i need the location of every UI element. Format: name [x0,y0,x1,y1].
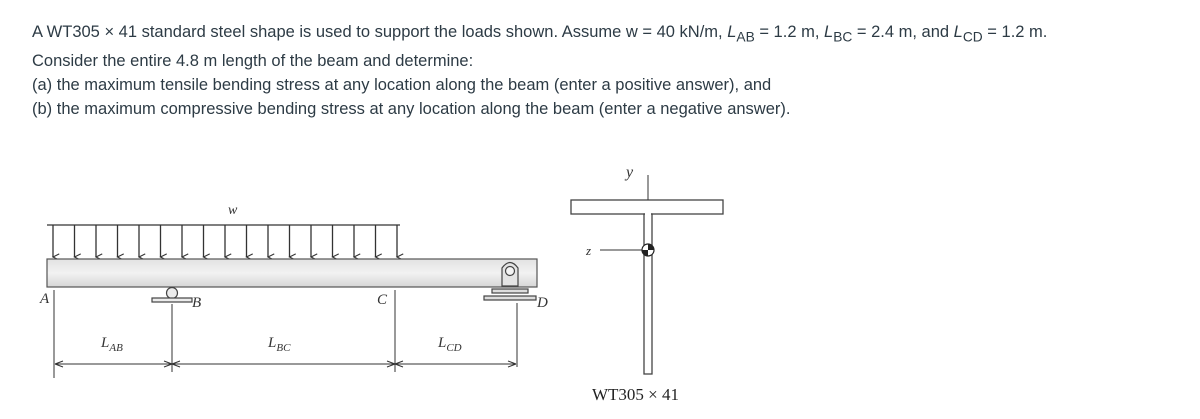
centroid-symbol [642,244,654,256]
point-d-label: D [537,295,548,311]
dimension-line [55,361,516,367]
roller-base [484,296,536,300]
flange-web-join [645,213,651,215]
dim-label-lcd: $L_{CD}$ [438,335,462,354]
problem-part-a: (a) the maximum tensile bending stress at any location along the beam (enter a positive answer), and [32,76,772,95]
dim-label-lab: $L_{AB}$ [101,335,123,354]
beam-figure [0,150,1200,419]
pin-base [152,298,192,302]
problem-intro-text: A WT305 × 41 standard steel shape is used to support the loads shown. Assume w = 40 kN/m, [32,23,728,41]
lab-symbol: L [727,23,737,41]
axis-y-label: y [626,164,634,181]
beam [47,259,537,287]
point-a-label: A [40,291,50,307]
point-b-label: B [192,295,202,311]
distributed-load [47,225,400,257]
point-c-label: C [377,292,388,308]
pin-support-b [152,288,192,303]
lcd-value: = 1.2 m. [982,23,1048,41]
lab-subscript: AB [736,29,755,45]
section-flange [571,200,723,214]
axis-z-label: z [586,243,592,258]
roller-plate [492,289,528,293]
lbc-subscript: BC [833,29,853,45]
section-label: WT305 × 41 [592,385,680,404]
load-arrows [53,225,397,257]
problem-line-1 [32,20,1182,49]
dim-label-lbc: $L_{BC}$ [268,335,291,354]
wt-cross-section [571,175,723,374]
problem-statement [32,20,1182,121]
roller-pin [506,267,515,276]
lcd-symbol: L [953,23,963,41]
lcd-subscript: CD [962,29,983,45]
problem-part-b: (b) the maximum compressive bending stress at any location along the beam (enter a negative answer). [32,100,791,119]
section-web [644,214,652,374]
lbc-symbol: L [824,23,834,41]
pin-circle [167,288,178,299]
lbc-value: = 2.4 m, and [852,23,954,41]
load-label-w: w [228,203,238,218]
lab-value: = 1.2 m, [754,23,824,41]
problem-line-2: Consider the entire 4.8 m length of the beam and determine: [32,52,474,71]
